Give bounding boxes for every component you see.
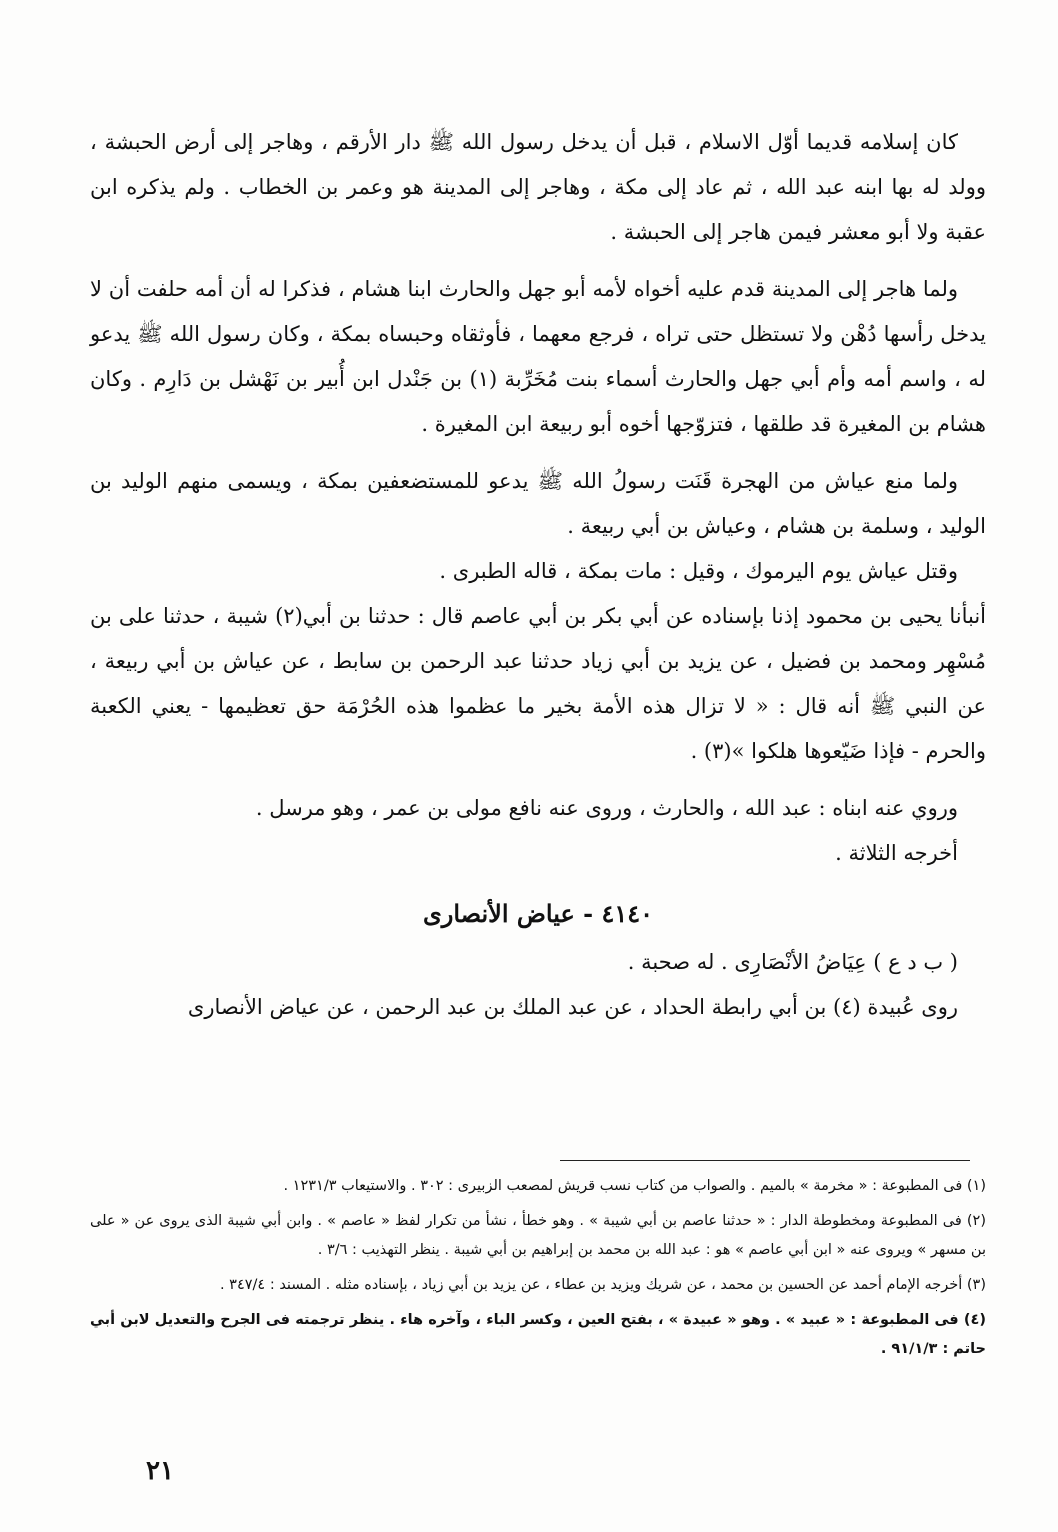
footnotes-block bbox=[90, 1172, 986, 1370]
paragraph-islam-migration: كان إسلامه قديما أوّل الاسلام ، قبل أن يدخل رسول الله ﷺ دار الأرقم ، وهاجر إلى أرض الحبشة ، وولد له بها ابنه عبد الله ، ثم عاد إلى مكة ، وهاجر إلى المدينة هو وعمر بن الخطاب . ولم يذكره ابن عقبة ولا أبو معشر فيمن هاجر إلى الحبشة . bbox=[90, 130, 986, 244]
footnote-divider bbox=[560, 1160, 970, 1161]
footnote-4: (٤) فى المطبوعة : « عبيد » . وهو « عبيدة » ، بفتح العين ، وكسر الباء ، وآخره هاء . ينظر ترجمته فى الجرح والتعديل لابن أبي حاتم : ٩١/١/٣ . bbox=[90, 1312, 986, 1357]
footnote-3: (٣) أخرجه الإمام أحمد عن الحسين بن محمد ، عن شريك ويزيد بن عطاء ، عن يزيد بن أبي زياد ، بإسناده مثله . المسند : ٣٤٧/٤ . bbox=[219, 1277, 986, 1293]
paragraph-narrators: وروي عنه ابناه : عبد الله ، والحارث ، وروى عنه نافع مولى بن عمر ، وهو مرسل . bbox=[255, 796, 958, 820]
paragraph-qunut: ولما منع عياش من الهجرة قَنَت رسولُ الله ﷺ يدعو للمستضعفين بمكة ، ويسمى منهم الوليد بن الوليد ، وسلمة بن هشام ، وعياش بن أبي ربيعة . bbox=[90, 469, 986, 538]
footnote-1: (١) فى المطبوعة : « مخرمة » بالميم . والصواب من كتاب نسب قريش لمصعب الزبيرى : ٣٠٢ . والاستيعاب ١٢٣١/٣ . bbox=[283, 1178, 986, 1194]
main-text-block bbox=[90, 120, 986, 1030]
entry-narration: روى عُبيدة (٤) بن أبي رابطة الحداد ، عن عبد الملك بن عبد الرحمن ، عن عياض الأنصارى bbox=[187, 995, 958, 1019]
paragraph-return-to-mecca: ولما هاجر إلى المدينة قدم عليه أخواه لأمه أبو جهل والحارث ابنا هشام ، فذكرا له أن أمه حلفت أن لا يدخل رأسها دُهْن ولا تستظل حتى تراه ، فرجع معهما ، فأوثقاه وحبساه بمكة ، وكان رسول الله ﷺ يدعو له ، واسم أمه وأم أبي جهل والحارث أسماء بنت مُخَرِّبة (١) بن جَنْدل ابن أُبير بن نَهْشل بن دَارِم . وكان هشام بن المغيرة قد طلقها ، فتزوّجها أخوه أبو ربيعة ابن المغيرة . bbox=[90, 277, 986, 436]
entry-intro: ( ب د ع ) عِيَاضُ الأنْصَارِى . له صحبة . bbox=[627, 950, 958, 974]
paragraph-hadith-isnad: أنبأنا يحيى بن محمود إذنا بإسناده عن أبي بكر بن أبي عاصم قال : حدثنا بن أبي(٢) شيبة ، حدثنا على بن مُسْهِر ومحمد بن فضيل ، عن يزيد بن أبي زياد حدثنا عبد الرحمن بن سابط ، عن عياش بن أبي ربيعة ، عن النبي ﷺ أنه قال : « لا تزال هذه الأمة بخير ما عظموا هذه الحُرْمَة حق تعظيمها - يعني الكعبة والحرم - فإذا ضَيّعوها هلكوا »(٣) . bbox=[90, 604, 987, 763]
entry-heading: ٤١٤٠ - عياض الأنصارى bbox=[422, 899, 653, 928]
paragraph-takhrij: أخرجه الثلاثة . bbox=[835, 841, 958, 865]
footnote-2: (٢) فى المطبوعة ومخطوطة الدار : « حدثنا عاصم بن أبي شيبة » . وهو خطأ ، نشأ من تكرار لفظ « عاصم » . وابن أبي شيبة الذى يروى عن « على بن مسهر » ويروى عنه « ابن أبي عاصم » هو : عبد الله بن محمد بن إبراهيم بن أبي شيبة . ينظر التهذيب : ٣/٦ . bbox=[90, 1213, 986, 1258]
page-number: ٢١ bbox=[146, 1456, 174, 1486]
paragraph-death: وقتل عياش يوم اليرموك ، وقيل : مات بمكة ، قاله الطبرى . bbox=[439, 559, 958, 583]
